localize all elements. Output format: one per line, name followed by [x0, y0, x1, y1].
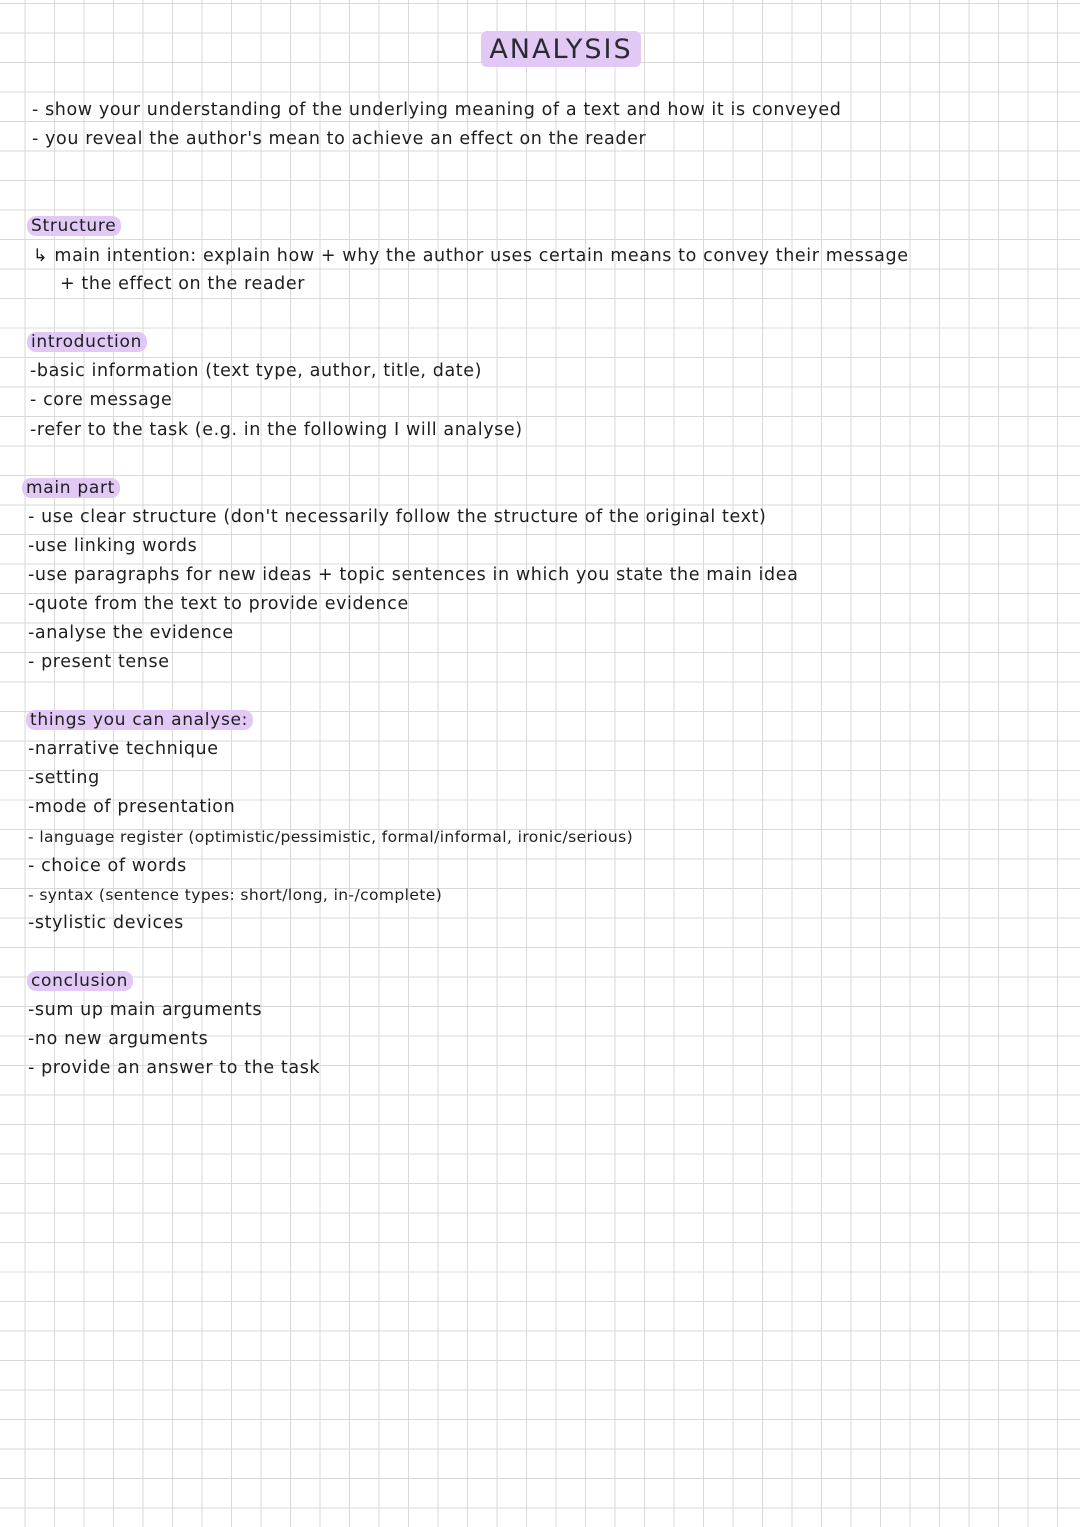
- things-item-2: -setting: [28, 768, 100, 788]
- page-title: ANALYSIS: [481, 31, 640, 67]
- introduction-item-1: -basic information (text type, author, title, date): [30, 361, 483, 381]
- main-part-item-2: -use linking words: [28, 536, 198, 556]
- things-heading: [26, 711, 253, 729]
- introduction-heading: [27, 333, 147, 351]
- main-part-item-4: -quote from the text to provide evidence: [28, 594, 409, 614]
- title-row: [0, 31, 1080, 67]
- conclusion-heading: [27, 972, 133, 990]
- conclusion-item-3: - provide an answer to the task: [28, 1058, 321, 1078]
- conclusion-item-2: -no new arguments: [28, 1029, 209, 1049]
- structure-line-1: ↳ main intention: explain how + why the author uses certain means to convey their message: [33, 246, 909, 266]
- structure-line-2: + the effect on the reader: [60, 274, 306, 294]
- structure-heading: [27, 217, 121, 235]
- conclusion-item-1: -sum up main arguments: [28, 1000, 263, 1020]
- things-item-7: -stylistic devices: [28, 913, 184, 933]
- things-item-1: -narrative technique: [28, 739, 219, 759]
- conclusion-heading-label: conclusion: [27, 971, 133, 991]
- structure-heading-label: Structure: [27, 216, 121, 236]
- introduction-item-3: -refer to the task (e.g. in the following I will analyse): [30, 420, 523, 440]
- things-item-4: - language register (optimistic/pessimistic, formal/informal, ironic/serious): [28, 828, 634, 846]
- main-part-item-1: - use clear structure (don't necessarily follow the structure of the original text): [28, 507, 767, 527]
- main-part-heading: [22, 479, 120, 497]
- intro-line-1: - show your understanding of the underlying meaning of a text and how it is conveyed: [32, 100, 842, 120]
- main-part-heading-label: main part: [22, 478, 120, 498]
- introduction-heading-label: introduction: [27, 332, 147, 352]
- things-item-3: -mode of presentation: [28, 797, 236, 817]
- introduction-item-2: - core message: [30, 390, 173, 410]
- things-heading-label: things you can analyse:: [26, 710, 253, 730]
- main-part-item-3: -use paragraphs for new ideas + topic sentences in which you state the main idea: [28, 565, 799, 585]
- things-item-5: - choice of words: [28, 856, 187, 876]
- main-part-item-6: - present tense: [28, 652, 170, 672]
- intro-line-2: - you reveal the author's mean to achieve an effect on the reader: [32, 129, 647, 149]
- main-part-item-5: -analyse the evidence: [28, 623, 234, 643]
- things-item-6: - syntax (sentence types: short/long, in-/complete): [28, 886, 443, 904]
